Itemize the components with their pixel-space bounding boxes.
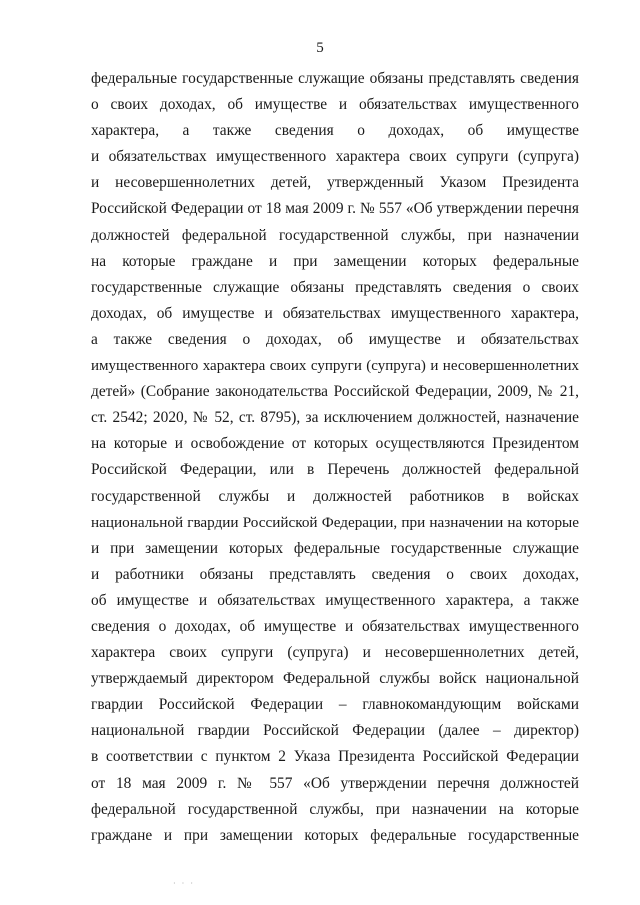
text-line: должностей федеральной государственной службы, при назначении — [91, 226, 579, 244]
text-line: Российской Федерации от 18 мая 2009 г. № 557 «Об утверждении перечня — [91, 200, 579, 218]
text-line: национальной гвардии Российской Федерации, при назначении на которые — [91, 513, 579, 531]
text-line: гвардии Российской Федерации – главнокомандующим войсками — [91, 696, 579, 714]
text-line: Российской Федерации, или в Перечень должностей федеральной — [91, 461, 579, 479]
text-line: на которые и освобождение от которых осуществляются Президентом — [91, 435, 579, 453]
text-line: характера, а также сведения о доходах, об имуществе — [91, 122, 579, 140]
text-line: граждане и при замещении которых федеральные государственные — [91, 826, 579, 844]
text-line: федеральные государственные служащие обязаны представлять сведения — [91, 70, 579, 87]
text-line: государственной службы и должностей работников в войсках — [91, 487, 579, 505]
text-line: сведения о доходах, об имуществе и обязательствах имущественного — [91, 617, 579, 635]
body-text — [91, 66, 579, 849]
text-line: об имуществе и обязательствах имущественного характера, а также — [91, 591, 579, 609]
text-line: имущественного характера своих супруги (супруга) и несовершеннолетних — [91, 358, 579, 375]
text-line: в соответствии с пунктом 2 Указа Президента Российской Федерации — [91, 748, 579, 766]
text-line: ст. 2542; 2020, № 52, ст. 8795), за исключением должностей, назначение — [91, 409, 579, 427]
text-line: и обязательствах имущественного характера своих супруги (супруга) — [91, 148, 579, 166]
text-line: федеральной государственной службы, при назначении на которые — [91, 800, 579, 818]
text-line: о своих доходах, об имуществе и обязательствах имущественного — [91, 96, 579, 114]
text-line: характера своих супруги (супруга) и несовершеннолетних детей, — [91, 644, 579, 662]
page-number: 5 — [316, 40, 324, 56]
text-line: и работники обязаны представлять сведения о своих доходах, — [91, 565, 579, 583]
text-line: а также сведения о доходах, об имуществе и обязательствах — [91, 330, 579, 348]
text-line: утверждаемый директором Федеральной службы войск национальной — [91, 670, 579, 688]
text-line: государственные служащие обязаны представлять сведения о своих — [91, 278, 579, 296]
text-line: от 18 мая 2009 г. № 557 «Об утверждении перечня должностей — [91, 774, 579, 792]
text-line: детей» (Собрание законодательства Российской Федерации, 2009, № 21, — [91, 383, 579, 401]
text-line: и несовершеннолетних детей, утвержденный Указом Президента — [91, 174, 579, 192]
text-line: национальной гвардии Российской Федерации (далее – директор) — [91, 722, 579, 740]
text-line: доходах, об имуществе и обязательствах имущественного характера, — [91, 304, 579, 322]
scan-artifact: · · · — [173, 879, 195, 888]
text-line: и при замещении которых федеральные государственные служащие — [91, 539, 579, 557]
text-line: на которые граждане и при замещении которых федеральные — [91, 252, 579, 270]
